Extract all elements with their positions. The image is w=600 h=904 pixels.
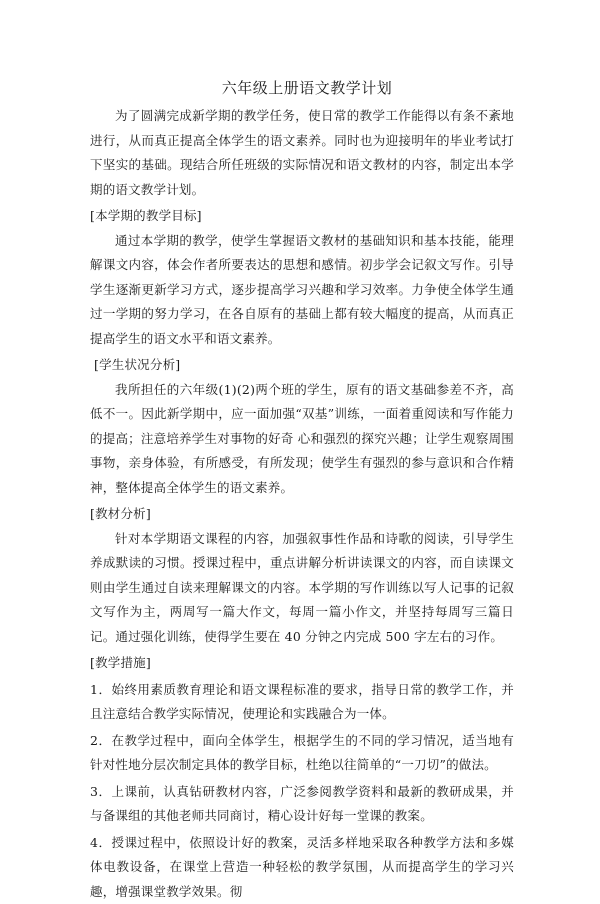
measure-item-2: 2．在教学过程中，面向全体学生，根据学生的不同的学习情况，适当地有针对性地分层次制定具体的教学目标，杜绝以往简单的“一刀切”的做法。 bbox=[90, 729, 514, 778]
section-heading-measures: [教学措施] bbox=[90, 651, 514, 676]
section-body-student-analysis: 我所担任的六年级(1)(2)两个班的学生，原有的语文基础参差不齐，高低不一。因此新学期中，应一面加强“双基”训练，一面着重阅读和写作能力的提高；注意培养学生对事物的好奇 心和强烈的探究兴趣；让学生观察周围事物，亲身体验，有所感受，有所发现；使学生有强烈的参与意识和合作精神，整体提高全体学生的语文素养。 bbox=[90, 378, 514, 501]
section-heading-textbook-analysis: [教材分析] bbox=[90, 502, 514, 527]
intro-paragraph: 为了圆满完成新学期的教学任务，使日常的教学工作能得以有条不紊地进行，从而真正提高全体学生的语文素养。同时也为迎接明年的毕业考试打下坚实的基础。现结合所任班级的实际情况和语文教材的内容，制定出本学期的语文教学计划。 bbox=[90, 104, 514, 202]
measure-item-1: 1．始终用素质教育理论和语文课程标准的要求，指导日常的教学工作，并且注意结合教学实际情况，使理论和实践融合为一体。 bbox=[90, 678, 514, 727]
measure-item-4: 4．授课过程中，依照设计好的教案，灵活多样地采取各种教学方法和多媒体电教设备，在课堂上营造一种轻松的教学氛围，从而提高学生的学习兴趣，增强课堂教学效果。彻 bbox=[90, 831, 514, 904]
section-body-goals: 通过本学期的教学，使学生掌握语文教材的基础知识和基本技能，能理解课文内容，体会作者所要表达的思想和感情。初步学会记叙文写作。引导学生逐渐更新学习方式，逐步提高学习兴趣和学习效率。力争使全体学生通过一学期的努力学习，在各自原有的基础上都有较大幅度的提高，从而真正提高学生的语文水平和语文素养。 bbox=[90, 229, 514, 352]
section-heading-goals: [本学期的教学目标] bbox=[90, 204, 514, 229]
document-title: 六年级上册语文教学计划 bbox=[90, 78, 514, 98]
measure-item-3: 3．上课前，认真钻研教材内容，广泛参阅教学资料和最新的教研成果，并与备课组的其他老师共同商讨，精心设计好每一堂课的教案。 bbox=[90, 780, 514, 829]
section-body-textbook-analysis: 针对本学期语文课程的内容，加强叙事性作品和诗歌的阅读，引导学生养成默读的习惯。授课过程中，重点讲解分析讲读课文的内容，而自读课文则由学生通过自读来理解课文的内容。本学期的写作训练以写人记事的记叙文写作为主，两周写一篇大作文，每周一篇小作文，并坚持每周写三篇日记。通过强化训练，使得学生要在 40 分钟之内完成 500 字左右的习作。 bbox=[90, 527, 514, 650]
section-heading-student-analysis: [学生状况分析] bbox=[90, 353, 514, 378]
